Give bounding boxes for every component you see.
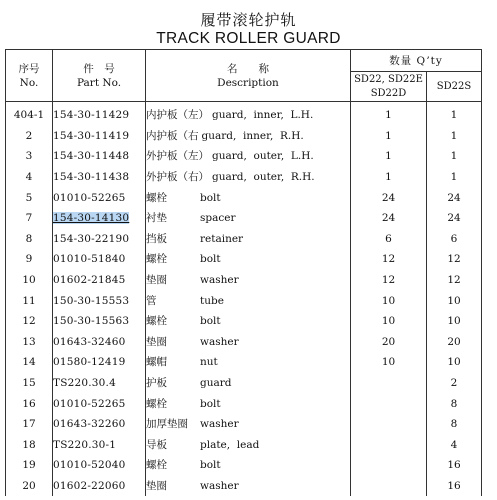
row-part-number xyxy=(53,229,146,250)
row-qty-sd22s: 16 xyxy=(427,455,482,476)
description-cn: 挡板 xyxy=(146,232,167,245)
row-qty-sd22s: 12 xyxy=(427,249,482,270)
row-seq: 7 xyxy=(6,208,53,229)
description-en: guard, inner, L.H. xyxy=(212,109,314,122)
row-seq: 10 xyxy=(6,270,53,291)
row-qty-sd22: 24 xyxy=(351,208,427,229)
description-en: guard, outer, L.H. xyxy=(212,150,314,163)
row-qty-sd22 xyxy=(351,414,427,435)
table-header xyxy=(6,50,482,102)
description-en: nut xyxy=(200,356,218,369)
row-seq: 2 xyxy=(6,126,53,147)
part-number-text[interactable]: 150-30-15553 xyxy=(53,294,130,307)
row-part-number xyxy=(53,270,146,291)
row-seq: 12 xyxy=(6,311,53,332)
title-chinese: 履带滚轮护轨 xyxy=(200,11,297,29)
part-number-selected[interactable]: 154-30-14130 xyxy=(53,212,130,225)
row-qty-sd22s: 12 xyxy=(427,270,482,291)
row-description xyxy=(146,455,351,476)
row-qty-sd22s: 6 xyxy=(427,229,482,250)
row-part-number xyxy=(53,373,146,394)
table-row xyxy=(6,249,482,270)
row-qty-sd22s: 24 xyxy=(427,208,482,229)
description-en: guard, outer, R.H. xyxy=(212,171,315,184)
row-description xyxy=(146,126,351,147)
row-description xyxy=(146,393,351,414)
description-cn: 螺栓 xyxy=(146,459,167,472)
description-cn: 衬垫 xyxy=(146,212,167,225)
row-description xyxy=(146,167,351,188)
row-part-number xyxy=(53,126,146,147)
row-part-number xyxy=(53,435,146,456)
part-number-text[interactable]: 01010-52265 xyxy=(53,397,126,410)
row-seq: 4 xyxy=(6,167,53,188)
row-qty-sd22s: 1 xyxy=(427,102,482,126)
part-number-text[interactable]: 154-30-11448 xyxy=(53,150,130,163)
row-part-number xyxy=(53,146,146,167)
header-model-sd22-line1: SD22, SD22E xyxy=(354,73,423,85)
row-part-number xyxy=(53,167,146,188)
table-row xyxy=(6,102,482,126)
row-qty-sd22 xyxy=(351,373,427,394)
row-qty-sd22: 10 xyxy=(351,290,427,311)
row-qty-sd22s: 1 xyxy=(427,146,482,167)
header-model-sd22s: SD22S xyxy=(427,72,482,102)
row-qty-sd22: 1 xyxy=(351,146,427,167)
row-description xyxy=(146,352,351,373)
part-number-text[interactable]: TS220.30-1 xyxy=(53,438,117,451)
description-cn: 螺栓 xyxy=(146,315,167,328)
row-qty-sd22s: 4 xyxy=(427,435,482,456)
row-part-number xyxy=(53,102,146,126)
row-seq: 13 xyxy=(6,332,53,353)
header-quantity: 数量 Q’ty xyxy=(351,50,482,72)
part-number-text[interactable]: 154-30-22190 xyxy=(53,232,130,245)
description-cn: 螺栓 xyxy=(146,397,167,410)
row-qty-sd22s: 1 xyxy=(427,126,482,147)
table-row xyxy=(6,393,482,414)
description-cn: 外护板（左） xyxy=(146,150,209,163)
row-seq: 9 xyxy=(6,249,53,270)
description-cn: 导板 xyxy=(146,438,167,451)
table-row xyxy=(6,332,482,353)
part-number-text[interactable]: 01602-21845 xyxy=(53,274,126,287)
row-qty-sd22: 1 xyxy=(351,102,427,126)
row-description xyxy=(146,373,351,394)
table-body xyxy=(6,102,482,497)
row-part-number xyxy=(53,393,146,414)
row-part-number xyxy=(53,414,146,435)
title-english: TRACK ROLLER GUARD xyxy=(156,30,341,47)
row-description xyxy=(146,208,351,229)
row-description xyxy=(146,229,351,250)
row-qty-sd22s: 2 xyxy=(427,373,482,394)
description-cn: 螺栓 xyxy=(146,191,167,204)
row-qty-sd22: 1 xyxy=(351,126,427,147)
table-row xyxy=(6,290,482,311)
row-description xyxy=(146,249,351,270)
row-description xyxy=(146,311,351,332)
header-description xyxy=(146,50,351,102)
table-row xyxy=(6,476,482,497)
row-qty-sd22s: 24 xyxy=(427,187,482,208)
row-qty-sd22: 6 xyxy=(351,229,427,250)
header-model-sd22 xyxy=(351,72,427,102)
row-description xyxy=(146,102,351,126)
description-cn: 垫圈 xyxy=(146,479,167,492)
description-en: retainer xyxy=(200,232,244,245)
row-part-number xyxy=(53,455,146,476)
description-en: washer xyxy=(200,418,239,431)
table-row xyxy=(6,270,482,291)
table-row xyxy=(6,146,482,167)
row-qty-sd22s: 8 xyxy=(427,414,482,435)
description-cn: 加厚垫圈 xyxy=(146,418,188,431)
row-qty-sd22 xyxy=(351,435,427,456)
part-number-text[interactable]: TS220.30.4 xyxy=(53,377,116,390)
header-part-cn: 件 号 xyxy=(83,62,115,75)
row-qty-sd22: 10 xyxy=(351,311,427,332)
row-qty-sd22s: 8 xyxy=(427,393,482,414)
row-qty-sd22s: 16 xyxy=(427,476,482,497)
description-cn: 内护板（右 xyxy=(146,129,199,142)
header-desc-en: Description xyxy=(217,76,279,89)
row-description xyxy=(146,332,351,353)
row-seq: 18 xyxy=(6,435,53,456)
description-cn: 管 xyxy=(146,294,157,307)
table-row xyxy=(6,187,482,208)
row-qty-sd22 xyxy=(351,455,427,476)
row-description xyxy=(146,435,351,456)
description-cn: 内护板（左） xyxy=(146,109,209,122)
row-qty-sd22: 10 xyxy=(351,352,427,373)
part-number-text[interactable]: 01010-52265 xyxy=(53,191,126,204)
part-number-text[interactable]: 01643-32260 xyxy=(53,418,126,431)
row-qty-sd22: 1 xyxy=(351,167,427,188)
row-part-number xyxy=(53,311,146,332)
row-description xyxy=(146,187,351,208)
row-qty-sd22s: 1 xyxy=(427,167,482,188)
description-cn: 螺帽 xyxy=(146,356,167,369)
description-cn: 外护板（右） xyxy=(146,171,209,184)
row-qty-sd22 xyxy=(351,393,427,414)
row-seq: 3 xyxy=(6,146,53,167)
row-seq: 15 xyxy=(6,373,53,394)
part-number-text[interactable]: 150-30-15563 xyxy=(53,315,130,328)
row-seq: 20 xyxy=(6,476,53,497)
row-part-number xyxy=(53,476,146,497)
row-qty-sd22: 12 xyxy=(351,270,427,291)
description-en: bolt xyxy=(200,253,221,266)
row-qty-sd22s: 20 xyxy=(427,332,482,353)
row-qty-sd22: 20 xyxy=(351,332,427,353)
row-part-number xyxy=(53,290,146,311)
description-en: washer xyxy=(200,274,239,287)
part-number-text[interactable]: 01010-52040 xyxy=(53,459,126,472)
description-en: washer xyxy=(200,479,239,492)
row-part-number xyxy=(53,352,146,373)
description-en: bolt xyxy=(200,459,221,472)
description-en: guard xyxy=(200,377,232,390)
description-cn: 垫圈 xyxy=(146,335,167,348)
description-en: bolt xyxy=(200,315,221,328)
row-description xyxy=(146,414,351,435)
description-cn: 螺栓 xyxy=(146,253,167,266)
part-number-text[interactable]: 154-30-11438 xyxy=(53,171,130,184)
row-qty-sd22: 12 xyxy=(351,249,427,270)
row-seq: 5 xyxy=(6,187,53,208)
row-description xyxy=(146,270,351,291)
row-seq: 14 xyxy=(6,352,53,373)
table-row xyxy=(6,208,482,229)
table-row xyxy=(6,373,482,394)
row-seq: 19 xyxy=(6,455,53,476)
description-en: tube xyxy=(200,294,224,307)
description-en: bolt xyxy=(200,397,221,410)
row-qty-sd22s: 10 xyxy=(427,290,482,311)
description-en: washer xyxy=(200,335,239,348)
row-part-number xyxy=(53,187,146,208)
row-part-number xyxy=(53,249,146,270)
header-seq xyxy=(6,50,53,102)
row-seq: 8 xyxy=(6,229,53,250)
table-row xyxy=(6,229,482,250)
table-row xyxy=(6,414,482,435)
header-seq-cn: 序号 xyxy=(18,62,40,75)
description-en: plate, lead xyxy=(200,438,260,451)
row-part-number xyxy=(53,208,146,229)
header-part xyxy=(53,50,146,102)
description-en: spacer xyxy=(200,212,236,225)
table-row xyxy=(6,311,482,332)
table-row xyxy=(6,352,482,373)
row-qty-sd22s: 10 xyxy=(427,352,482,373)
table-row xyxy=(6,167,482,188)
parts-table xyxy=(5,49,482,496)
part-number-text[interactable]: 154-30-11419 xyxy=(53,129,130,142)
header-seq-en: No. xyxy=(19,76,39,89)
row-part-number xyxy=(53,332,146,353)
row-qty-sd22 xyxy=(351,476,427,497)
row-seq: 11 xyxy=(6,290,53,311)
header-part-en: Part No. xyxy=(76,76,122,89)
row-seq: 16 xyxy=(6,393,53,414)
description-en: bolt xyxy=(200,191,221,204)
row-seq: 404-1 xyxy=(6,102,53,126)
table-row xyxy=(6,126,482,147)
table-row xyxy=(6,455,482,476)
header-desc-cn: 名 称 xyxy=(227,62,269,75)
description-en: guard, inner, R.H. xyxy=(201,129,304,142)
table-row xyxy=(6,435,482,456)
row-qty-sd22s: 10 xyxy=(427,311,482,332)
part-number-text[interactable]: 01010-51840 xyxy=(53,253,126,266)
header-model-sd22-line2: SD22D xyxy=(370,87,407,99)
row-description xyxy=(146,146,351,167)
description-cn: 护板 xyxy=(146,377,167,390)
part-number-text[interactable]: 154-30-11429 xyxy=(53,109,130,122)
description-cn: 垫圈 xyxy=(146,274,167,287)
part-number-text[interactable]: 01602-22060 xyxy=(53,479,126,492)
row-description xyxy=(146,476,351,497)
part-number-text[interactable]: 01580-12419 xyxy=(53,356,126,369)
row-qty-sd22: 24 xyxy=(351,187,427,208)
row-seq: 17 xyxy=(6,414,53,435)
row-description xyxy=(146,290,351,311)
part-number-text[interactable]: 01643-32460 xyxy=(53,335,126,348)
